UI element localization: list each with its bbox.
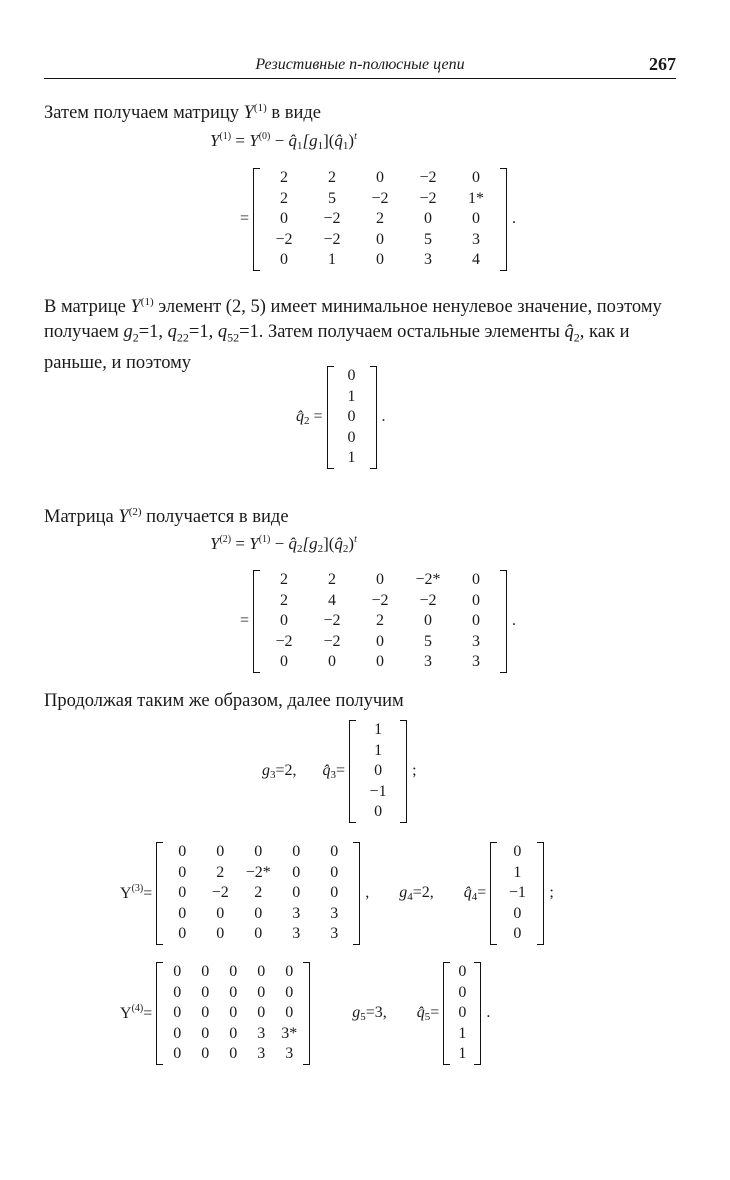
matrix-row [260, 591, 500, 612]
matrix-cell: 0 [254, 843, 263, 860]
paragraph-4: Продолжая таким же образом, далее получим [44, 691, 404, 711]
matrix-cell: 0 [472, 210, 481, 227]
matrix-y1 [253, 168, 507, 271]
paragraph-2: В матрице $Y^{(1)}$ элемент (2, 5) имеет минимальное ненулевое значение, поэтому получаем $g_2=1$, $q_{22}=1$, $q_{52}=1$. Затем получаем остальные элементы $q̂_2$, как и раньше, и поэтому [44, 296, 662, 373]
matrix-cell: 0 [229, 983, 238, 1001]
matrix-cell: −2 [275, 632, 293, 650]
matrix-cell: 1 [458, 1024, 467, 1042]
matrix-row [163, 962, 303, 983]
matrix-cell: 0 [201, 963, 210, 980]
matrix-cell: 0 [472, 571, 481, 588]
matrix-row [450, 1044, 474, 1065]
matrix-row [163, 842, 353, 863]
matrix-y1-cells [260, 168, 500, 271]
matrix-cell: 0 [347, 367, 356, 384]
matrix-cell: 0 [229, 963, 238, 980]
matrix-row [450, 1003, 474, 1024]
matrix-cell: 2 [280, 169, 289, 186]
matrix-row [334, 387, 370, 408]
matrix-cell: −2 [371, 591, 389, 609]
matrix-cell: −1 [508, 884, 526, 901]
vector-q2-block: $q̂_2$ = 0 1 0 0 1 . [296, 366, 386, 469]
matrix-cell: −2 [211, 884, 229, 901]
matrix-row [497, 883, 537, 904]
matrix-cell: 0 [513, 925, 522, 942]
matrix-cell: 3 [292, 925, 301, 942]
matrix-row [260, 189, 500, 210]
matrix-row [163, 1024, 303, 1045]
matrix-y2 [253, 570, 507, 673]
matrix-cell: 0 [292, 884, 301, 901]
vector-q3-cells [356, 720, 400, 823]
matrix-y1-block: = 2 2 0 −2 0 2 5 −2 −2 1* 0 −2 2 0 0 −2 −2 0 5 3 0 1 0 3 4 . [240, 168, 516, 271]
matrix-cell: 0 [376, 571, 385, 588]
vector-q2 [327, 366, 377, 469]
matrix-cell: 2 [328, 169, 337, 186]
matrix-cell: 0 [280, 251, 289, 268]
matrix-cell: 3 [424, 251, 433, 268]
matrix-cell: 1 [513, 863, 522, 881]
matrix-row [356, 720, 400, 741]
matrix-cell: 0 [201, 1024, 210, 1042]
matrix-cell: 0 [292, 843, 301, 860]
matrix-cell: 0 [458, 963, 467, 980]
paragraph-3: Матрица $Y^{(2)}$ получается в виде [44, 506, 289, 528]
matrix-y3 [156, 842, 360, 945]
matrix-cell: 0 [178, 904, 187, 922]
matrix-cell: 0 [472, 612, 481, 629]
matrix-cell: 0 [201, 1004, 210, 1021]
matrix-row [260, 168, 500, 189]
matrix-cell: −2* [245, 863, 271, 881]
matrix-row [260, 570, 500, 591]
matrix-cell: 0 [424, 612, 433, 629]
matrix-cell: 3 [472, 653, 481, 670]
vector-q4-cells [497, 842, 537, 945]
matrix-row [163, 863, 353, 884]
matrix-cell: 4 [328, 591, 337, 609]
matrix-cell: 0 [328, 653, 337, 670]
paragraph-1: Затем получаем матрицу $Y^{(1)}$ в виде [44, 102, 321, 124]
matrix-row [356, 741, 400, 762]
matrix-cell: −2 [323, 210, 341, 227]
vector-q4 [490, 842, 544, 945]
matrix-cell: 2 [328, 571, 337, 588]
matrix-row [260, 209, 500, 230]
matrix-y4-block: $Y^{(4)}=$ 0 0 0 0 0 0 0 0 0 0 0 0 0 0 0 0 0 0 3 3* 0 0 0 3 3 $g_5=3$, $q̂_5=$ 0 0 0 1 1 . [120, 962, 490, 1065]
matrix-cell: 1 [458, 1045, 467, 1062]
matrix-cell: −2 [323, 230, 341, 248]
page-header [44, 52, 676, 82]
matrix-cell: 0 [216, 925, 225, 942]
matrix-cell: 0 [173, 1045, 182, 1062]
matrix-cell: 5 [424, 632, 433, 650]
matrix-cell: 0 [330, 843, 339, 860]
matrix-row [356, 782, 400, 803]
matrix-cell: 0 [292, 863, 301, 881]
matrix-cell: 3 [292, 904, 301, 922]
matrix-cell: 0 [376, 169, 385, 186]
matrix-cell: 0 [257, 963, 266, 980]
matrix-cell: −2 [323, 632, 341, 650]
matrix-cell: 0 [257, 1004, 266, 1021]
matrix-cell: −2 [275, 230, 293, 248]
matrix-cell: 0 [513, 904, 522, 922]
matrix-cell: 3 [257, 1024, 266, 1042]
matrix-y4 [156, 962, 310, 1065]
matrix-cell: 1 [374, 741, 383, 759]
matrix-cell: 2 [280, 189, 289, 207]
matrix-row [497, 863, 537, 884]
matrix-cell: 2 [280, 571, 289, 588]
matrix-cell: 3* [281, 1024, 298, 1042]
matrix-cell: 0 [472, 591, 481, 609]
matrix-cell: 0 [254, 925, 263, 942]
matrix-cell: −2 [419, 189, 437, 207]
matrix-cell: 3 [330, 904, 339, 922]
matrix-cell: 2 [216, 863, 225, 881]
header-rule [44, 78, 676, 79]
running-title: Резистивные n-полюсные цепи [255, 56, 465, 73]
matrix-cell: 2 [376, 210, 385, 227]
matrix-cell: 0 [280, 210, 289, 227]
matrix-row [260, 652, 500, 673]
matrix-cell: 0 [513, 843, 522, 860]
matrix-cell: 0 [178, 863, 187, 881]
matrix-row [163, 1003, 303, 1024]
g3-q3-block: $g_3=2$, $q̂_3=$ 1 1 0 −1 0 ; [262, 720, 417, 823]
equation-y2: $Y^{(2)} = Y^{(1)}$ − $q̂_2[g_2](q̂_2)^t$ [210, 534, 357, 555]
matrix-cell: −2* [415, 571, 441, 588]
matrix-cell: 0 [201, 983, 210, 1001]
matrix-row [163, 883, 353, 904]
vector-q2-cells [334, 366, 370, 469]
matrix-cell: 0 [376, 632, 385, 650]
matrix-cell: 0 [374, 803, 383, 820]
matrix-cell: 0 [472, 169, 481, 186]
matrix-row [497, 842, 537, 863]
matrix-cell: 0 [285, 1004, 294, 1021]
matrix-cell: 0 [257, 983, 266, 1001]
matrix-cell: 0 [229, 1024, 238, 1042]
matrix-cell: 1 [347, 387, 356, 405]
matrix-row [260, 250, 500, 271]
matrix-row [260, 632, 500, 653]
matrix-cell: 0 [178, 925, 187, 942]
matrix-row [163, 1044, 303, 1065]
matrix-y4-cells [163, 962, 303, 1065]
matrix-cell: 0 [280, 612, 289, 629]
matrix-row [334, 448, 370, 469]
matrix-row [497, 904, 537, 925]
matrix-row [450, 962, 474, 983]
matrix-cell: 3 [285, 1045, 294, 1062]
matrix-cell: 0 [330, 884, 339, 901]
matrix-row [260, 611, 500, 632]
matrix-cell: 0 [347, 408, 356, 425]
matrix-cell: 0 [173, 1024, 182, 1042]
matrix-cell: 1* [468, 189, 485, 207]
matrix-y3-cells [163, 842, 353, 945]
matrix-cell: 2 [254, 884, 263, 901]
vector-q5 [443, 962, 481, 1065]
matrix-cell: 5 [424, 230, 433, 248]
matrix-row [334, 428, 370, 449]
matrix-cell: −1 [369, 782, 387, 800]
matrix-cell: 0 [178, 884, 187, 901]
matrix-cell: 0 [376, 230, 385, 248]
matrix-row [163, 904, 353, 925]
matrix-cell: −2 [371, 189, 389, 207]
matrix-cell: 0 [173, 1004, 182, 1021]
matrix-row [334, 407, 370, 428]
matrix-cell: 0 [285, 963, 294, 980]
matrix-cell: 0 [376, 653, 385, 670]
matrix-cell: 0 [285, 983, 294, 1001]
matrix-cell: 3 [472, 230, 481, 248]
matrix-cell: 0 [173, 983, 182, 1001]
matrix-cell: 0 [376, 251, 385, 268]
matrix-cell: 0 [254, 904, 263, 922]
matrix-cell: −2 [419, 169, 437, 186]
matrix-cell: 0 [229, 1045, 238, 1062]
matrix-cell: 2 [280, 591, 289, 609]
matrix-row [356, 802, 400, 823]
matrix-cell: −2 [419, 591, 437, 609]
vector-q5-cells [450, 962, 474, 1065]
page-number: 267 [649, 54, 676, 74]
matrix-row [497, 924, 537, 945]
matrix-cell: 1 [328, 251, 337, 268]
matrix-cell: 3 [424, 653, 433, 670]
matrix-row [450, 1024, 474, 1045]
matrix-cell: 0 [280, 653, 289, 670]
matrix-cell: 0 [374, 762, 383, 779]
matrix-cell: −2 [323, 612, 341, 629]
matrix-row [163, 924, 353, 945]
matrix-y2-cells [260, 570, 500, 673]
matrix-y2-block: = 2 2 0 −2* 0 2 4 −2 −2 0 0 −2 2 0 0 −2 −2 0 5 3 0 0 0 3 3 . [240, 570, 516, 673]
matrix-cell: 0 [201, 1045, 210, 1062]
matrix-row [163, 983, 303, 1004]
matrix-cell: 3 [257, 1045, 266, 1062]
matrix-row [260, 230, 500, 251]
equation-y1: $Y^{(1)} = Y^{(0)}$ − $q̂_1[g_1](q̂_1)^t$ [210, 131, 357, 152]
matrix-cell: 0 [424, 210, 433, 227]
matrix-cell: 3 [330, 925, 339, 942]
matrix-cell: 2 [376, 612, 385, 629]
matrix-cell: 4 [472, 251, 481, 268]
matrix-row [334, 366, 370, 387]
matrix-cell: 5 [328, 189, 337, 207]
matrix-cell: 0 [216, 843, 225, 860]
matrix-cell: 0 [330, 863, 339, 881]
matrix-row [450, 983, 474, 1004]
matrix-row [356, 761, 400, 782]
matrix-cell: 1 [347, 449, 356, 466]
matrix-y3-block: $Y^{(3)}=$ 0 0 0 0 0 0 2 −2* 0 0 0 −2 2 0 0 0 0 0 3 3 0 0 0 3 3 , $g_4=2$, $q̂_4=$ 0 1 −1 0 0 ; [120, 842, 554, 945]
matrix-cell: 0 [458, 983, 467, 1001]
matrix-cell: 1 [374, 721, 383, 738]
matrix-cell: 0 [178, 843, 187, 860]
vector-q3 [349, 720, 407, 823]
matrix-cell: 0 [347, 428, 356, 446]
matrix-cell: 3 [472, 632, 481, 650]
matrix-cell: 0 [216, 904, 225, 922]
matrix-cell: 0 [173, 963, 182, 980]
matrix-cell: 0 [458, 1004, 467, 1021]
matrix-cell: 0 [229, 1004, 238, 1021]
